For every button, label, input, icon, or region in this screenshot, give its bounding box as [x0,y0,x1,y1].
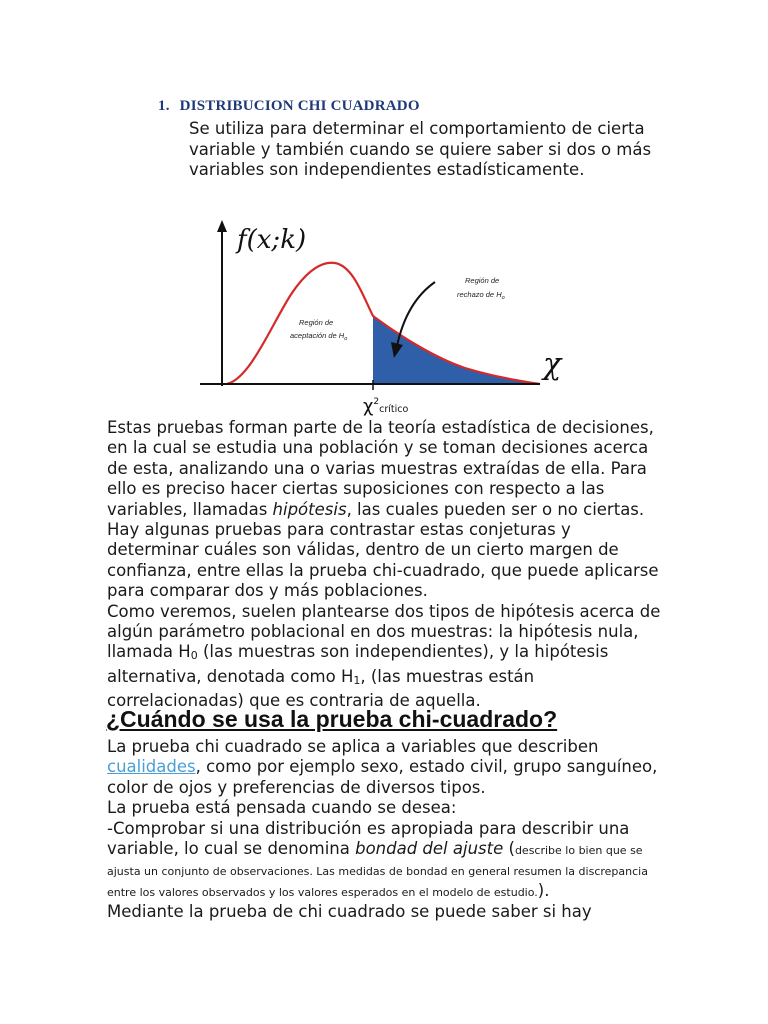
section-heading [158,98,420,115]
term-hipotesis: hipótesis [272,499,347,519]
heading-text: DISTRIBUCION CHI CUADRADO [179,98,420,114]
y-axis-arrow [217,220,227,232]
chi-square-diagram [195,218,590,423]
heading-number: 1. [158,98,170,114]
section-title: ¿Cuándo se usa la prueba chi-cuadrado? [106,706,558,732]
body-paragraph [107,737,667,798]
chi-square-figure [195,218,590,423]
reject-label-line2: rechazo de $H_o$ [457,290,505,301]
subscript: 1 [353,673,361,687]
critical-value-label: $\chi^2_{crítico}$ [363,396,409,417]
accept-label-line2: aceptación de $H_o$ [290,331,348,342]
body-paragraph: Mediante la prueba de chi cuadrado se puede saber si hay [107,902,592,922]
body-section-2 [107,737,667,922]
reject-label-line1: Región de [465,276,500,285]
small-note: describe lo bien que se ajusta un conjunto de observaciones. Las medidas de bondad en general resumen la discrepancia entre los valores observados y los valores esperados en el modelo de estudio. [107,844,648,900]
text-run: -Comprobar si una distribución es apropiada para describir una variable, lo cual se denomina [107,818,630,859]
text-run: Como veremos, suelen plantearse dos tipos de hipótesis acerca de algún parámetro poblacional en dos muestras: la hipótesis nula, llamada H [107,601,661,662]
text-run: ). [537,881,550,901]
text-run: La prueba chi cuadrado se aplica a variables que describen [107,737,599,756]
term-bondad-ajuste: bondad del ajuste [355,839,504,859]
body-section-1 [107,418,667,712]
body-paragraph [107,418,667,602]
body-paragraph [107,819,667,902]
x-axis-label: χ [543,347,562,382]
text-run: , (las muestras están correlacionadas) que es contraria de aquella. [107,666,535,711]
text-run: ( [503,839,515,859]
text-run: , como por ejemplo sexo, estado civil, grupo sanguíneo, color de ojos y preferencias de diversos tipos. [107,757,658,797]
intro-paragraph: Se utiliza para determinar el comportamiento de cierta variable y también cuando se quiere saber si dos o más variables son independientes estadísticamente. [189,119,652,179]
body-paragraph [107,602,667,712]
cualidades-link[interactable]: cualidades [107,757,196,777]
text-run: Estas pruebas forman parte de la teoría estadística de decisiones, en la cual se estudia una población y se toman decisiones acerca de esta, analizando una o varias muestras extraídas de ella. Para ello es preciso hacer ciertas suposiciones con respecto a las variables, llamadas [107,418,654,519]
y-axis-label: f(x;k) [237,225,307,255]
body-paragraph: La prueba está pensada cuando se desea: [107,798,457,818]
text-run: (las muestras son independientes), y la hipótesis alternativa, denotada como H [107,642,609,686]
text-run: , las cuales pueden ser o no ciertas. Hay algunas pruebas para contrastar estas conjeturas y determinar cuáles son válidas, dentro de un cierto margen de confianza, entre ellas la prueba chi-cuadrado, que puede aplicarse para comparar dos y más poblaciones. [107,499,659,601]
subscript: 0 [190,649,198,663]
accept-label-line1: Región de [299,318,334,327]
